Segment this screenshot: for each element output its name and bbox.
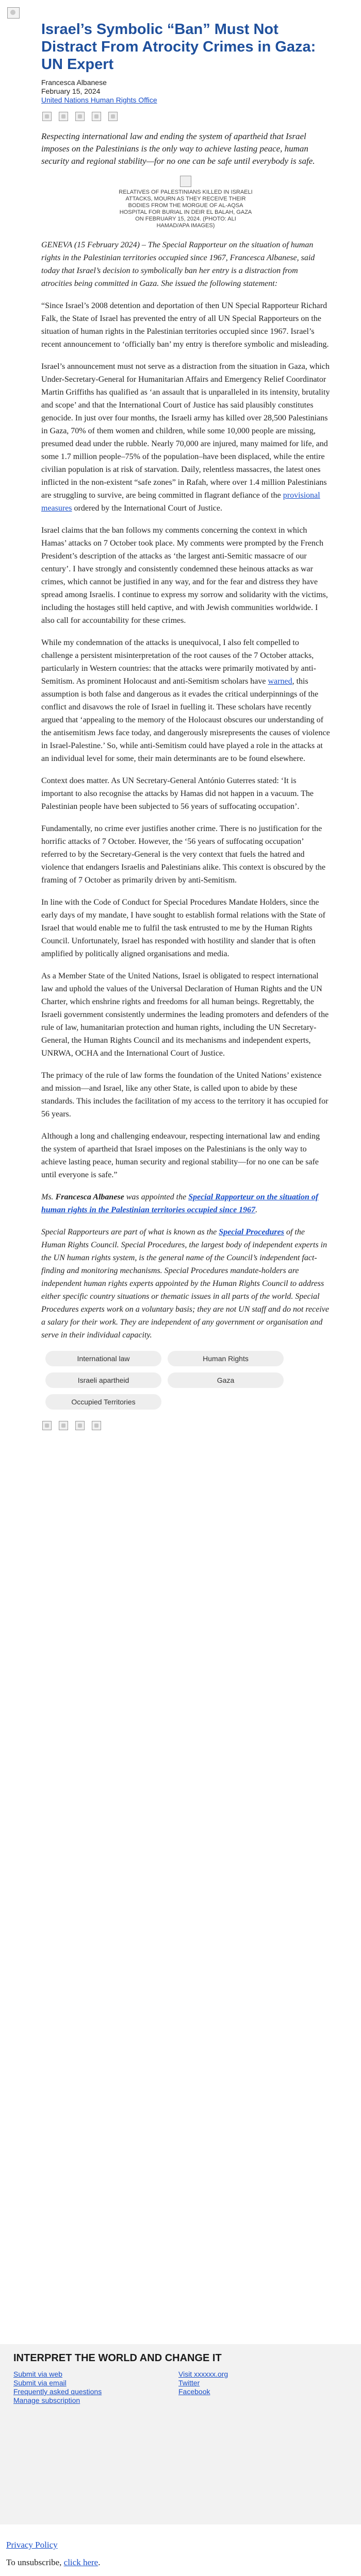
privacy-policy-link[interactable]: Privacy Policy <box>6 2540 58 2550</box>
unsubscribe-link[interactable]: click here <box>63 2557 99 2567</box>
body-paragraph: As a Member State of the United Nations, Israel is obligated to respect international law and uphold the values of the Universal Declaration of Human Rights and the UN Charter, which enshrine rights and freedoms for all human beings. Regrettably, the Israeli government consistently undermines the leading promoters and defenders of the rule of law, humanitarian protection and human rights, including the UN Secretary-General, the Human Rights Council and its mechanisms and independent experts, UNRWA, OCHA and the International Court of Justice. <box>41 972 329 1058</box>
article <box>41 21 330 1430</box>
body-paragraph: Context does matter. As UN Secretary-General António Guterres stated: ‘It is important to also recognise the attacks by Hamas did not happen in a vacuum. The Palestinian people have been subjected to 56 years of suffocating occupation’. <box>41 776 314 811</box>
tag-occupied-territories[interactable]: Occupied Territories <box>45 1394 161 1410</box>
article-meta <box>41 78 330 105</box>
facebook-icon[interactable] <box>42 1421 52 1430</box>
twitter-icon[interactable] <box>59 1421 68 1430</box>
body-text: Israel’s announcement must not serve as a distraction from the situation in Gaza, which Under-Secretary-General for Humanitarian Affairs and Emergency Relief Coordinator Martin Griffiths has qualified as ‘an assault that is unparalleled in its intensity, brutality and scope’ and that the International Court of Justice has said plausibly constitutes genocide. In just over four months, the Israeli army has killed over 28,500 Palestinians in Gaza, 70% of them women and children, while some 10,000 people are missing, presumed dead under the rubble. Nearly 70,000 are injured, many maimed for life, and some 1.7 million people–75% of the population–have been displaced, while the entire civilian population is at risk of starvation. Daily, relentless massacres, the latest ones inflicted in the non-existent “safe zones” in Rafah, where over 1.4 million Palestinians are struggling to survive, are being committed in flagrant defiance of the <box>41 362 330 500</box>
print-icon[interactable] <box>108 112 118 121</box>
body-paragraph <box>41 360 330 515</box>
email-icon[interactable] <box>92 112 101 121</box>
ohchr-logo-icon[interactable] <box>7 7 20 19</box>
unsubscribe-end: . <box>98 2557 101 2567</box>
intro-paragraph: GENEVA (15 February 2024) – The Special Rapporteur on the situation of human rights in the Palestinian territories occupied since 1967, Francesca Albanese, said today that Israel’s decision to symbolically ban her entry is a distraction from atrocities being committed in Gaza. She issued the following statement: <box>41 241 315 288</box>
mandate-link[interactable]: Special Rapporteur on the situation of human rights in the Palestinian territories occupied since 1967 <box>41 1193 319 1214</box>
expert-name: Francesca Albanese <box>55 1193 124 1201</box>
tag-israeli-apartheid[interactable]: Israeli apartheid <box>45 1372 161 1388</box>
facebook-link[interactable]: Facebook <box>178 2387 210 2396</box>
footer-links-left <box>13 2370 102 2405</box>
author-name: Francesca Albanese <box>41 78 107 87</box>
tag-gaza[interactable]: Gaza <box>168 1372 284 1388</box>
bio-text: Ms. <box>41 1193 56 1201</box>
source-link[interactable]: United Nations Human Rights Office <box>41 96 157 104</box>
figure-caption: RELATIVES OF PALESTINIANS KILLED IN ISRAELI ATTACKS, MOURN AS THEY RECEIVE THEIR BODIES FROM THE MORGUE OF AL-AQSA HOSPITAL FOR BURIAL IN DEIR EL BALAH, GAZA ON FEBRUARY 15, 2024. (PHOTO: ALI HAMAD/APA IMAGES) <box>119 189 253 229</box>
linkedin-icon[interactable] <box>75 1421 85 1430</box>
figure <box>119 176 253 229</box>
bio-text: of the Human Rights Council. Special Procedures, the largest body of independent experts in the UN human rights system, is the general name of the Council’s independent fact-finding and monitoring mechanisms. Special Procedures mandate-holders are independent human rights experts appointed by the Human Rights Council to address either specific country situations or thematic issues in all parts of the world. Special Procedures experts work on a voluntary basis; they are not UN staff and do not receive a salary for their work. They are independent of any government or organisation and serve in their individual capacity. <box>41 1228 329 1340</box>
submit-web-link[interactable]: Submit via web <box>13 2370 62 2378</box>
email-icon[interactable] <box>92 1421 101 1430</box>
body-paragraph: Israel claims that the ban follows my comments concerning the context in which Hamas’ attacks on 7 October took place. My comments were prompted by the French President’s description of the attacks as ‘the largest anti-Semitic massacre of our century’. I have strongly and consistently condemned these heinous attacks as war crimes, which cannot be justified in any way, and for the fear and distress they have spread among Israelis. I continue to express my sorrow and solidarity with the victims, including the hostages still held captive, and with Jewish communities worldwide. I also call for accountability for these crimes. <box>41 526 328 625</box>
tag-list <box>45 1351 330 1410</box>
share-bar-top <box>42 112 330 121</box>
bio-special-procedures <box>41 1226 330 1342</box>
warned-link[interactable]: warned <box>268 677 292 686</box>
manage-subscription-link[interactable]: Manage subscription <box>13 2396 80 2404</box>
footer-heading: INTERPRET THE WORLD AND CHANGE IT <box>13 2352 222 2364</box>
bio-text: . <box>255 1206 258 1214</box>
unsubscribe-text: To unsubscribe, <box>6 2557 64 2567</box>
tag-human-rights[interactable]: Human Rights <box>168 1351 284 1366</box>
bio-text: was appointed the <box>124 1193 189 1201</box>
share-bar-bottom <box>42 1421 330 1430</box>
faq-link[interactable]: Frequently asked questions <box>13 2387 102 2396</box>
visit-site-link[interactable]: Visit xxxxxx.org <box>178 2370 228 2378</box>
unsubscribe-line <box>6 2557 100 2568</box>
body-paragraph: The primacy of the rule of law forms the foundation of the United Nations’ existence and mission—and Israel, like any other State, is called upon to abide by these standards. This includes the facilitation of my access to the territory it has occupied for 56 years. <box>41 1071 329 1118</box>
body-paragraph: Although a long and challenging endeavour, respecting international law and ending the system of apartheid that Israel imposes on the Palestinians is the only way to achieve lasting peace, human security and regional stability—for no one can be safe until everyone is safe.” <box>41 1132 320 1179</box>
provisional-measures-link[interactable]: provisional measures <box>41 491 320 513</box>
article-body <box>41 239 330 1181</box>
bio-appointment <box>41 1191 330 1216</box>
bottom-links <box>6 2540 100 2568</box>
body-paragraph: Fundamentally, no crime ever justifies another crime. There is no justification for the horrific attacks of 7 October. However, the ‘56 years of suffocating occupation’ referred to by the Secretary-General is the very context that fuels the hatred and violence that endangers Israelis and Palestinians alike. This context is obscured by the framing of 7 October as primarily driven by anti-Semitism. <box>41 824 326 885</box>
body-text: ordered by the International Court of Justice. <box>72 504 222 513</box>
special-procedures-link[interactable]: Special Procedures <box>219 1228 284 1236</box>
twitter-icon[interactable] <box>59 112 68 121</box>
tag-international-law[interactable]: International law <box>45 1351 161 1366</box>
body-paragraph: “Since Israel’s 2008 detention and deportation of then UN Special Rapporteur Richard Falk, the State of Israel has prevented the entry of all UN Special Rapporteurs on the situation of human rights in the Palestinian territories occupied since 1967. Israel’s recent announcement to ‘officially ban’ my entry is therefore symbolic and misleading. <box>41 301 329 349</box>
submit-email-link[interactable]: Submit via email <box>13 2379 67 2387</box>
footer-links-right <box>178 2370 228 2396</box>
body-paragraph: In line with the Code of Conduct for Special Procedures Mandate Holders, since the early days of my mandate, I have sought to establish formal relations with the State of Israel that would enable me to fulfil the task entrusted to me by the Human Rights Council. Unfortunately, Israel has responded with hostility and slander that is often amplified by politically aligned organisations and media. <box>41 898 325 958</box>
linkedin-icon[interactable] <box>75 112 85 121</box>
twitter-link[interactable]: Twitter <box>178 2379 200 2387</box>
facebook-icon[interactable] <box>42 112 52 121</box>
publish-date: February 15, 2024 <box>41 87 101 95</box>
footer <box>0 2344 361 2524</box>
bio-text: Special Rapporteurs are part of what is known as the <box>41 1228 219 1236</box>
article-title: Israel’s Symbolic “Ban” Must Not Distract From Atrocity Crimes in Gaza: UN Expert <box>41 21 316 73</box>
body-text: While my condemnation of the attacks is unequivocal, I also felt compelled to challenge a persistent misinterpretation of the root causes of the 7 October attacks, particularly in Western countries: that the attacks were primarily motivated by anti-Semitism. As prominent Holocaust and anti-Semitism scholars have <box>41 638 316 686</box>
body-text: , this assumption is both false and dangerous as it evades the critical underpinnings of the conflict and disavows the role of Israel in fuelling it. These scholars have recently argued that ‘appealing to the memory of the Holocaust obscures our understanding of the antisemitism Jews face today, and dangerously misrepresents the causes of violence in Israel-Palestine.’ So, while anti-Semitism could have played a role in the attacks at an individual level for some, their main determinants are to be found elsewhere. <box>41 677 330 763</box>
body-paragraph <box>41 636 330 765</box>
photo-placeholder-icon <box>180 176 191 187</box>
lead-paragraph: Respecting international law and ending the system of apartheid that Israel imposes on the Palestinians is the only way to achieve lasting peace, human security and regional stability—for no one can be safe until everybody is safe. <box>41 131 315 166</box>
